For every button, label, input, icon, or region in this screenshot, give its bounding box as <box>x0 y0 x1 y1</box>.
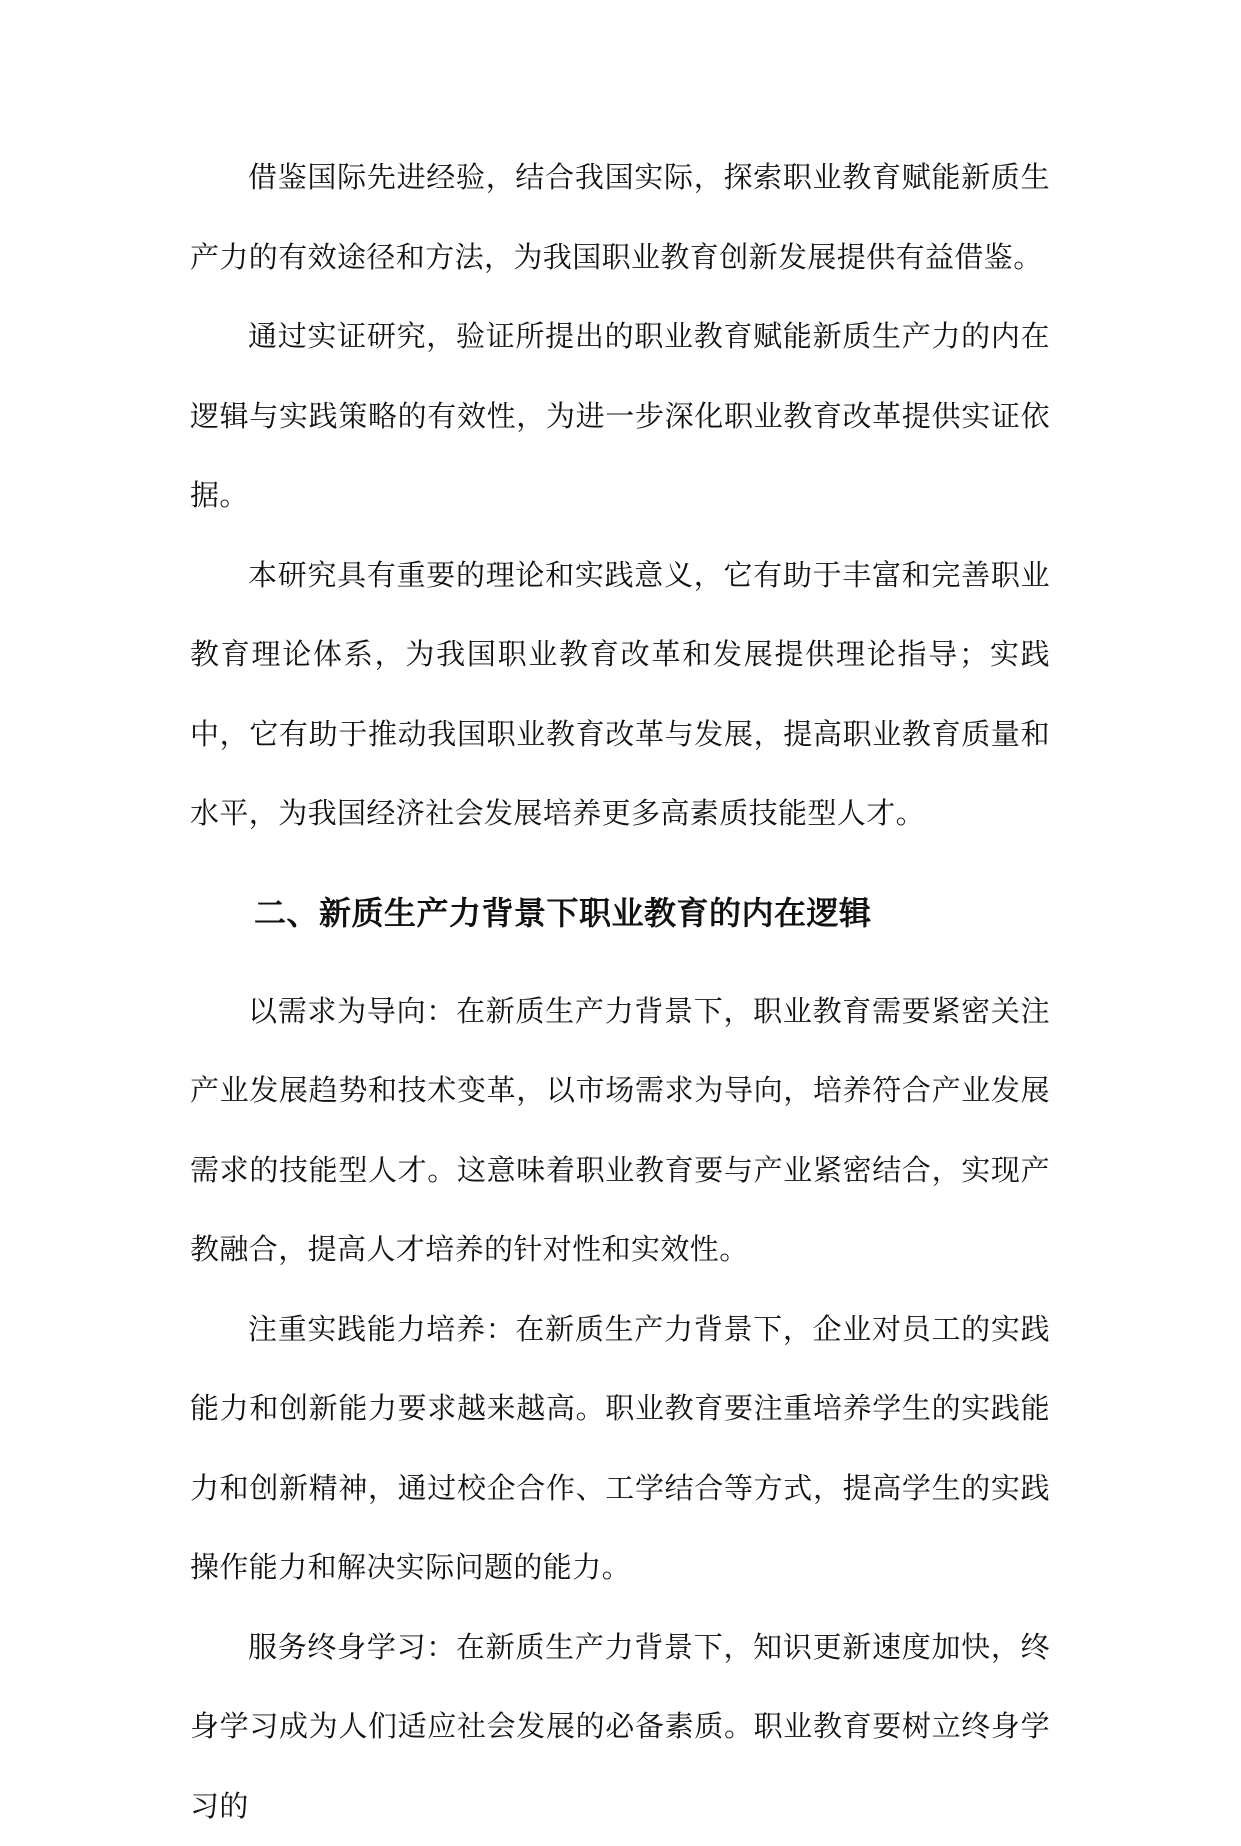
document-body <box>190 138 1050 1846</box>
section-heading: 二、新质生产力背景下职业教育的内在逻辑 <box>190 889 872 937</box>
section-heading-container <box>190 854 1050 972</box>
paragraph-practical-ability: 注重实践能力培养：在新质生产力背景下，企业对员工的实践能力和创新能力要求越来越高。职业教育要注重培养学生的实践能力和创新精神，通过校企合作、工学结合等方式，提高学生的实践操作能力和解决实际问题的能力。 <box>190 1290 1050 1608</box>
paragraph-research-significance: 本研究具有重要的理论和实践意义，它有助于丰富和完善职业教育理论体系，为我国职业教育改革和发展提供理论指导；实践中，它有助于推动我国职业教育改革与发展，提高职业教育质量和水平，为我国经济社会发展培养更多高素质技能型人才。 <box>190 536 1050 854</box>
paragraph-demand-oriented: 以需求为导向：在新质生产力背景下，职业教育需要紧密关注产业发展趋势和技术变革，以市场需求为导向，培养符合产业发展需求的技能型人才。这意味着职业教育要与产业紧密结合，实现产教融合，提高人才培养的针对性和实效性。 <box>190 972 1050 1290</box>
paragraph-lifelong-learning: 服务终身学习：在新质生产力背景下，知识更新速度加快，终身学习成为人们适应社会发展的必备素质。职业教育要树立终身学习的 <box>190 1608 1050 1846</box>
paragraph-empirical-research: 通过实证研究，验证所提出的职业教育赋能新质生产力的内在逻辑与实践策略的有效性，为进一步深化职业教育改革提供实证依据。 <box>190 297 1050 536</box>
paragraph-international-experience: 借鉴国际先进经验，结合我国实际，探索职业教育赋能新质生产力的有效途径和方法，为我国职业教育创新发展提供有益借鉴。 <box>190 138 1050 297</box>
